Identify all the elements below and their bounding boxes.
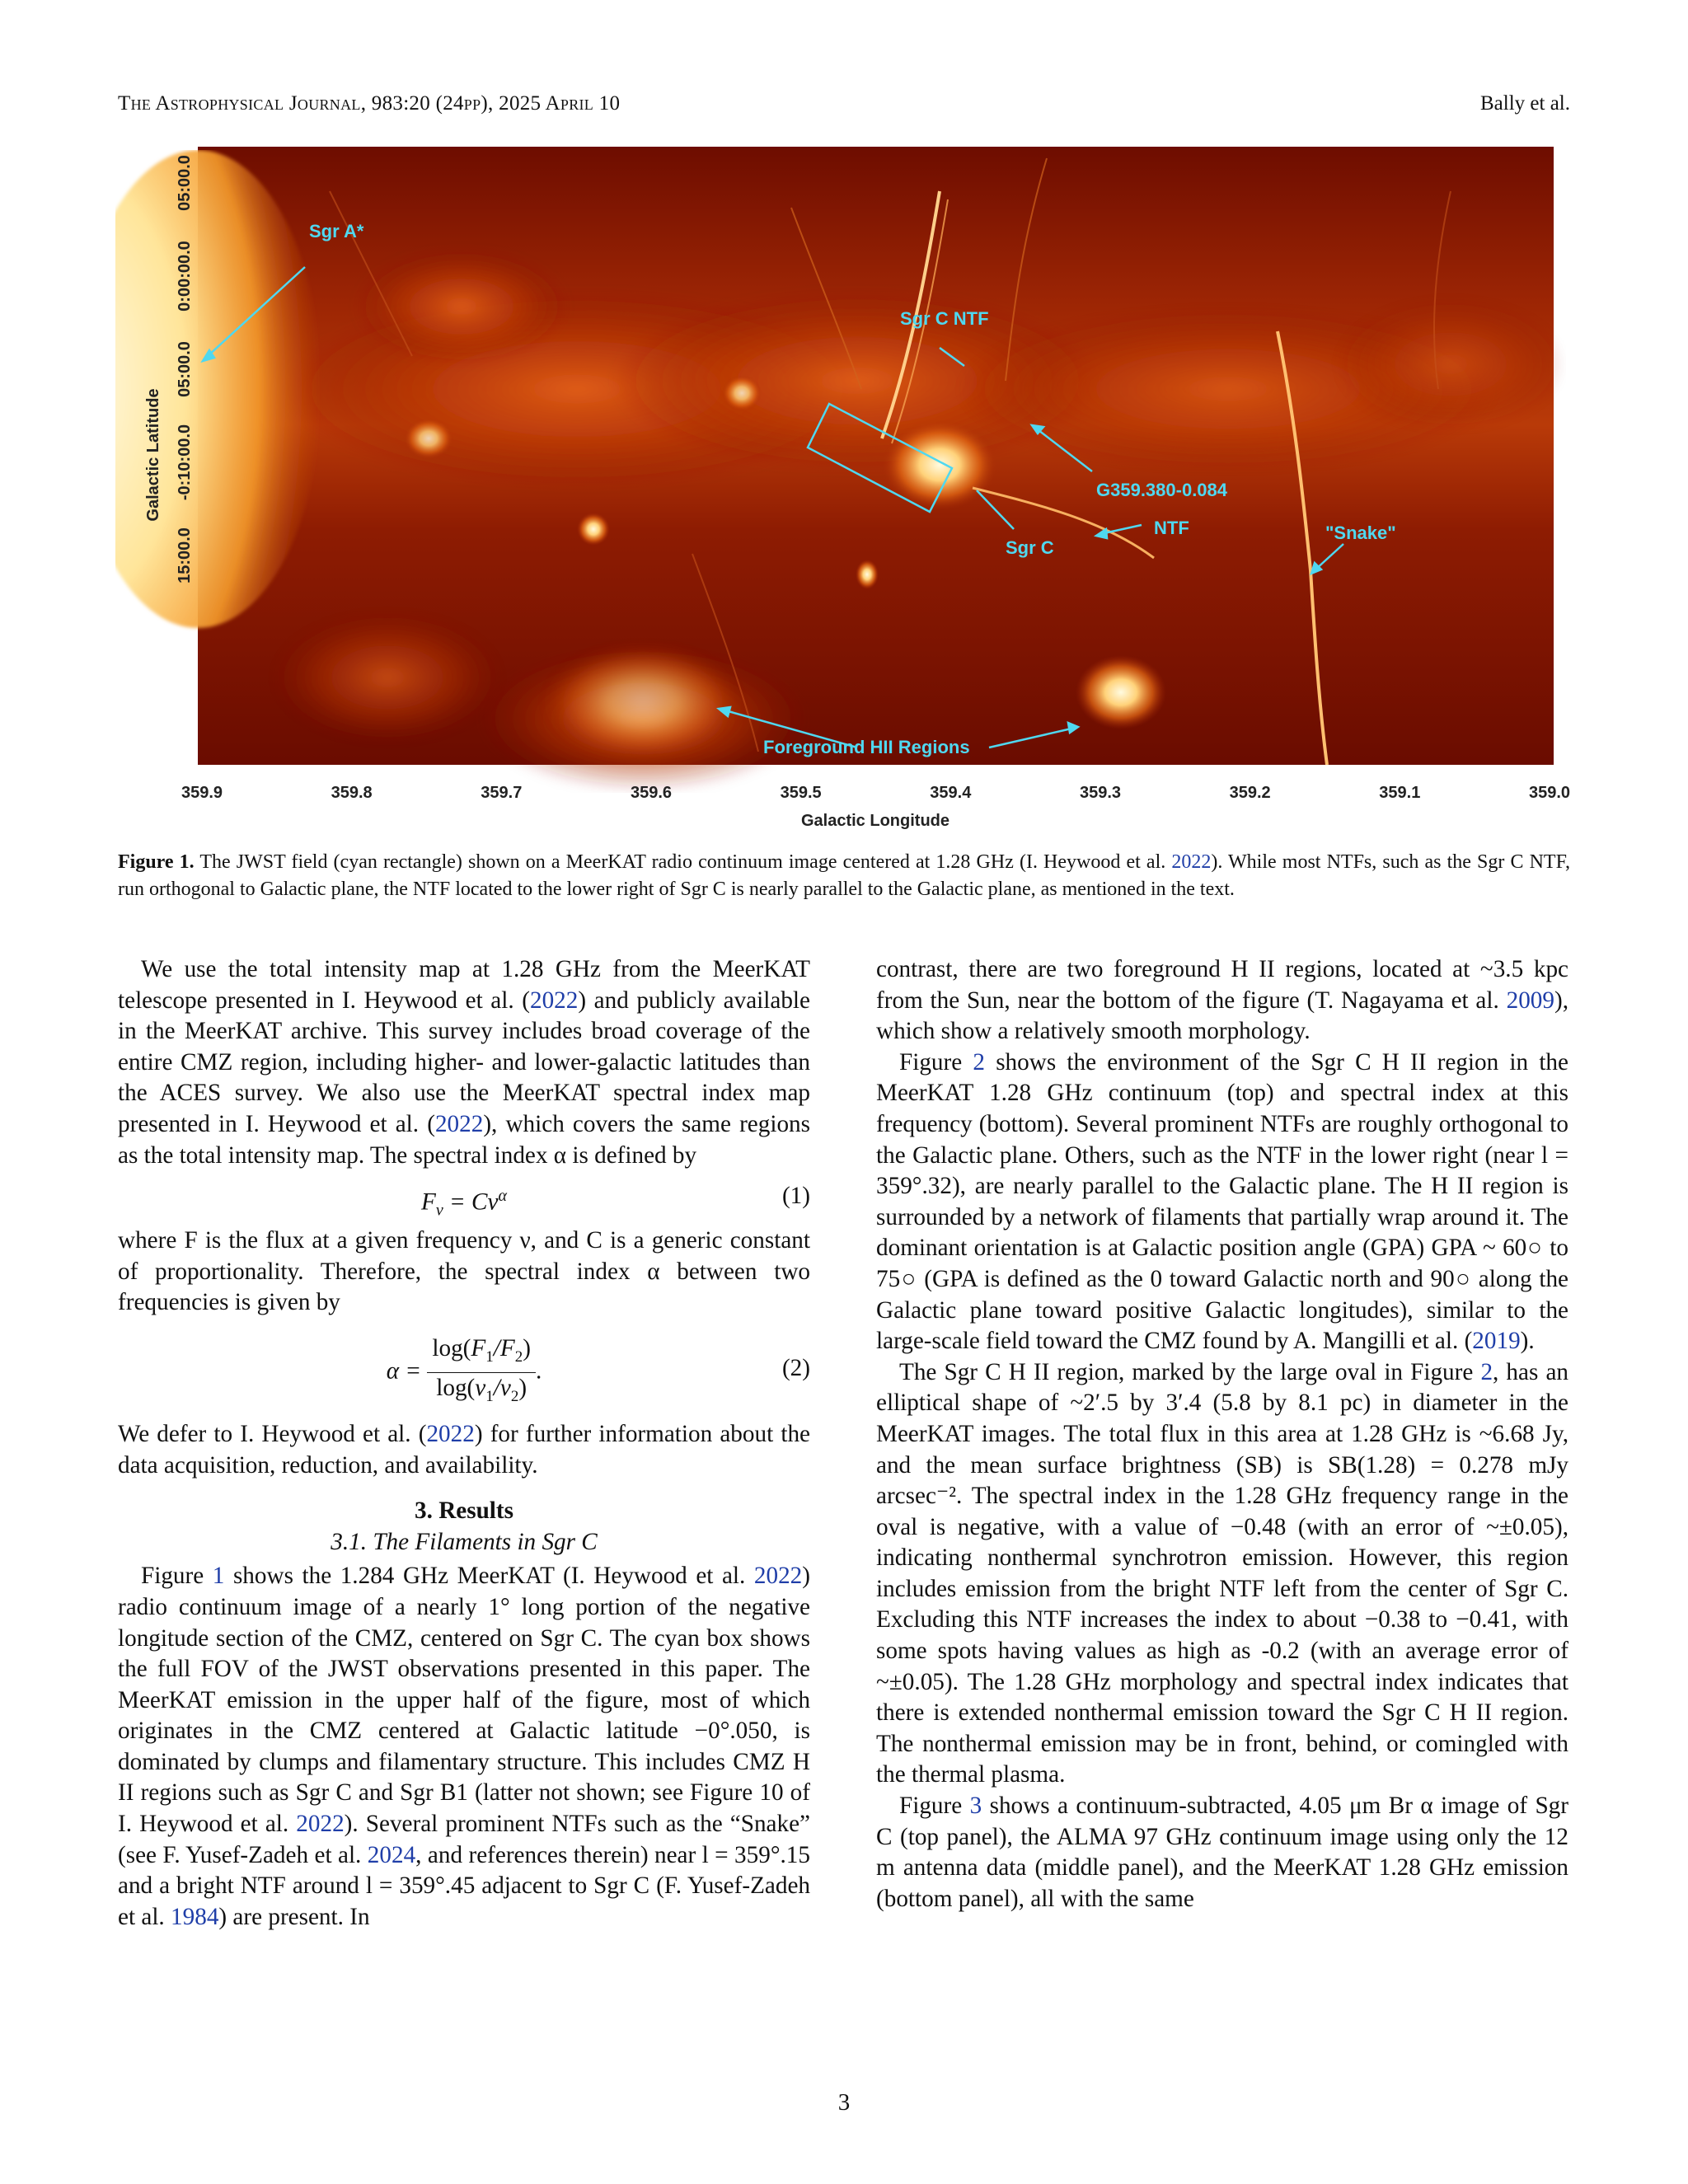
section-heading: 3. Results [415, 1497, 513, 1525]
label-snake: "Snake" [1325, 523, 1396, 543]
x-tick-label: 359.1 [1379, 784, 1421, 802]
y-tick-label: -0:10:00.0 [176, 424, 194, 501]
paragraph: We defer to I. Heywood et al. (2022) for further information about the data acquisition, reduction, and availability. [118, 1420, 810, 1479]
y-tick-label: 15:00.0 [176, 527, 194, 583]
equation-number: (1) [781, 1183, 810, 1210]
author-header: Bally et al. [1480, 92, 1570, 115]
x-axis-label: Galactic Longitude [800, 812, 950, 830]
figure-caption: Figure 1. The JWST field (cyan rectangle) shown on a MeerKAT radio continuum image centered at 1.28 GHz (I. Heywood et al. 2022). While most NTFs, such as the Sgr C NTF, run orthogonal to Galactic plane, the NTF located to the lower right of Sgr C is nearly parallel to the Galactic plane, as mentioned in the text. [118, 851, 1571, 900]
left-column [118, 954, 810, 1933]
paragraph: contrast, there are two foreground H II regions, located at ~3.5 kpc from the Sun, near the bottom of the figure (T. Nagayama et al. 2009), which show a relatively smooth morphology. [876, 956, 1568, 1045]
citation-link[interactable]: 2022 [529, 987, 579, 1014]
y-tick-label: 05:00.0 [176, 155, 194, 211]
x-tick-label: 359.2 [1229, 784, 1271, 802]
y-tick-label: 05:00.0 [176, 341, 194, 397]
journal-header: The Astrophysical Journal, 983:20 (24pp), 2025 April 10 [118, 92, 621, 115]
paragraph: Figure 2 shows the environment of the Sgr C H II region in the MeerKAT 1.28 GHz continuum (top) and spectral index at this frequency (bottom). Several prominent NTFs are roughly orthogonal to the Galactic plane. Others, such as the NTF in the lower right (near l = 359°.32), are nearly parallel to the Galactic plane. The H II region is surrounded by a network of filaments that partially wrap around it. The dominant orientation is at Galactic position angle (GPA) GPA ~ 60○ to 75○ (GPA is defined as the 0 toward Galactic north and 90○ along the Galactic plane toward positive Galactic longitudes), similar to the large-scale field toward the CMZ found by A. Mangilli et al. (2019). [876, 1048, 1568, 1355]
x-tick-label: 359.3 [1079, 784, 1122, 802]
x-tick-label: 359.9 [181, 784, 223, 802]
citation-link[interactable]: 2009 [1506, 987, 1554, 1014]
paragraph: The Sgr C H II region, marked by the large oval in Figure 2, has an elliptical shape of ~2′.5 by 3′.4 (5.8 by 8.1 pc) in diameter in the MeerKAT images. The total flux in this area at 1.28 GHz is ~6.68 Jy, and the mean surface brightness (SB) is SB(1.28) = 0.278 mJy arcsec⁻². The spectral index in the 1.28 GHz frequency range in the oval is negative, with a value of −0.48 (with an error of ~±0.05), indicating nonthermal synchrotron emission. However, this region includes emission from the bright NTF left from the center of Sgr C. Excluding this NTF increases the index to about −0.38 to −0.41, with some spots having values as high as -0.2 (with an average error of ~±0.05). The 1.28 GHz morphology and spectral index indicates that there is extended nonthermal emission toward the Sgr C H II region. The nonthermal emission may be in front, behind, or comingled with the thermal plasma. [876, 1358, 1568, 1788]
x-tick-label: 359.0 [1528, 784, 1570, 802]
citation-link[interactable]: 2019 [1472, 1328, 1521, 1355]
running-head [118, 92, 1570, 125]
citation-link[interactable]: 2022 [426, 1420, 475, 1447]
x-tick-labels [181, 784, 1570, 802]
y-tick-label: 0:00:00.0 [176, 241, 194, 312]
paragraph: where F is the flux at a given frequency ν, and C is a generic constant of proportionality. Therefore, the spectral index α between two frequencies is given by [118, 1227, 810, 1316]
figure-link[interactable]: 2 [1480, 1358, 1493, 1385]
label-sgr-c-ntf: Sgr C NTF [900, 308, 989, 329]
citation-link[interactable]: 2022 [753, 1563, 803, 1590]
citation-link[interactable]: 2022 [434, 1110, 484, 1137]
equation-1: $F_\nu = C\nu^\alpha$ (1) [421, 1183, 810, 1220]
x-tick-label: 359.7 [481, 784, 523, 802]
paragraph: We use the total intensity map at 1.28 GHz from the MeerKAT telescope presented in I. Heywood et al. (2022) and publicly available in the MeerKAT archive. This survey includes broad coverage of the entire CMZ region, including higher- and lower-galactic latitudes than the ACES survey. We also use the MeerKAT spectral index map presented in I. Heywood et al. (2022), which covers the same regions as the total intensity map. The spectral index α is defined by [118, 956, 811, 1169]
figure-link[interactable]: 2 [973, 1048, 985, 1076]
label-foreground-hii: Foreground HII Regions [763, 737, 970, 757]
label-sgr-a: Sgr A* [309, 221, 364, 241]
citation-link[interactable]: 2024 [367, 1841, 416, 1868]
equation-number: (2) [781, 1354, 810, 1381]
foreground-hii-blob [1076, 655, 1166, 729]
page-number: 3 [837, 2089, 851, 2116]
label-g359: G359.380-0.084 [1096, 480, 1228, 500]
figure-1 [115, 142, 1570, 842]
right-column [876, 954, 1568, 1915]
subsection-heading: 3.1. The Filaments in Sgr C [331, 1528, 598, 1555]
citation-link[interactable]: 2022 [1171, 851, 1212, 873]
equation-2: α = $\frac{\log(F_1/F_2)}{\log(\nu_1/\nu_2)}$ . (2) [386, 1334, 810, 1406]
label-sgr-c: Sgr C [1006, 537, 1054, 558]
label-ntf: NTF [1154, 518, 1189, 538]
y-axis-label: Galactic Latitude [144, 388, 162, 522]
figure-link[interactable]: 1 [212, 1563, 225, 1590]
x-tick-label: 359.5 [780, 784, 822, 802]
caption-label: Figure 1. [118, 851, 195, 873]
paragraph: Figure 3 shows a continuum-subtracted, 4.05 μm Br α image of Sgr C (top panel), the ALMA 97 GHz continuum image using only the 12 m antenna data (middle panel), and the MeerKAT 1.28 GHz emission (bottom panel), all with the same [876, 1793, 1568, 1912]
meerkat-radio-image [115, 142, 1570, 842]
figure-link[interactable]: 3 [969, 1793, 982, 1820]
citation-link[interactable]: 1984 [171, 1903, 219, 1930]
x-tick-label: 359.8 [331, 784, 373, 802]
citation-link[interactable]: 2022 [296, 1811, 345, 1838]
x-tick-label: 359.4 [930, 784, 972, 802]
paragraph: Figure 1 shows the 1.284 GHz MeerKAT (I. Heywood et al. 2022) radio continuum image of a nearly 1° long portion of the negative longitude section of the CMZ, centered on Sgr C. The cyan box shows the full FOV of the JWST observations presented in this paper. The MeerKAT emission in the upper half of the figure, most of which originates in the CMZ centered at Galactic latitude −0°.050, is dominated by clumps and filamentary structure. This includes CMZ H II regions such as Sgr C and Sgr B1 (latter not shown; see Figure 10 of I. Heywood et al. 2022). Several prominent NTFs such as the “Snake” (see F. Yusef-Zadeh et al. 2024, and references therein) near l = 359°.15 and a bright NTF around l = 359°.45 adjacent to Sgr C (F. Yusef-Zadeh et al. 1984) are present. In [118, 1563, 810, 1930]
x-tick-label: 359.6 [630, 784, 673, 802]
